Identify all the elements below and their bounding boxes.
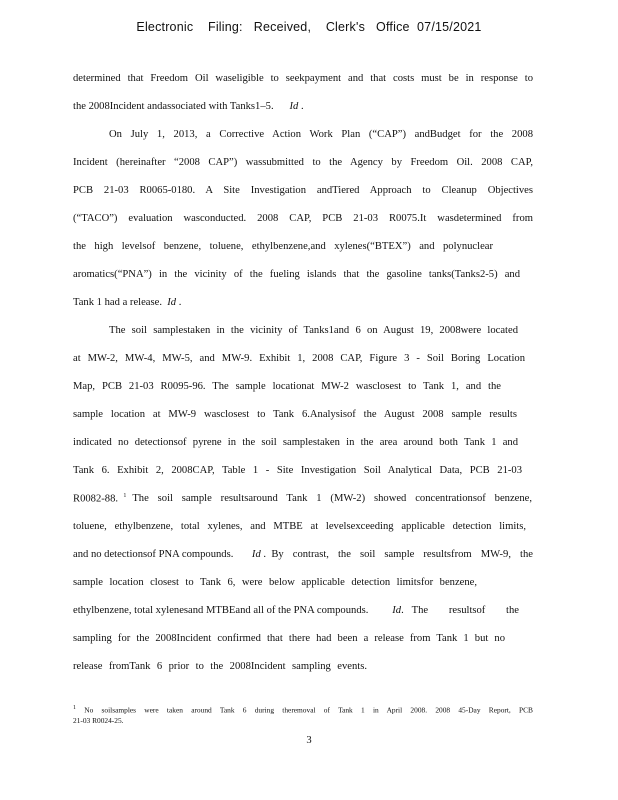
body-line: sample location closest to Tank 6, were below applicable detection limitsfor benzene, [73, 577, 477, 588]
body-line: the high levelsof benzene, toluene, ethylbenzene,and xylenes(“BTEX”) and polynuclear [73, 241, 493, 252]
body-line: determined that Freedom Oil waseligible to seekpayment and that costs must be in response to [73, 73, 533, 84]
body-line: R0082-88. $^1$ The soil sample resultsaround Tank 1 (MW-2) showed concentrationsof benzene, [73, 493, 532, 505]
body-line: at MW-2, MW-4, MW-5, and MW-9. Exhibit 1, 2008 CAP, Figure 3 - Soil Boring Location [73, 353, 525, 364]
body-line: The soil samplestaken in the vicinity of Tanks1and 6 on August 19, 2008were located [109, 325, 518, 336]
citation-id: Id [289, 101, 299, 112]
body-line: ethylbenzene, total xylenesand MTBEand all of the PNA compounds. Id. The resultsof the [73, 605, 519, 616]
body-line: aromatics(“PNA”) in the vicinity of the fueling islands that the gasoline tanks(Tanks2-5) and [73, 269, 520, 280]
body-line: sample location at MW-9 wasclosest to Tank 6.Analysisof the August 2008 sample results [73, 409, 517, 420]
body-line: Incident (hereinafter “2008 CAP”) wassubmitted to the Agency by Freedom Oil. 2008 CAP, [73, 157, 533, 168]
body-line: indicated no detectionsof pyrene in the soil samplestaken in the area around both Tank 1 and [73, 437, 518, 448]
citation-id: Id [167, 297, 177, 308]
page-number: 3 [306, 735, 312, 746]
footnote-line: $^1$ No soilsamples were taken around Tank 6 during theremoval of Tank 1 in April 2008. 2008 45-Day Report, PCB [73, 705, 533, 715]
body-line: (“TACO”) evaluation wasconducted. 2008 CAP, PCB 21-03 R0075.It wasdetermined from [73, 213, 533, 224]
body-line: Tank 1 had a release. Id . [73, 297, 182, 308]
body-line: Tank 6. Exhibit 2, 2008CAP, Table 1 - Site Investigation Soil Analytical Data, PCB 21-03 [73, 465, 522, 476]
footnote-line: 21-03 R0024-25. [73, 716, 124, 725]
filing-header: Electronic Filing: Received, Clerk's Office 07/15/2021 [136, 20, 482, 34]
body-line: the 2008Incident andassociated with Tanks1–5. Id . [73, 101, 304, 112]
body-line: release fromTank 6 prior to the 2008Incident sampling events. [73, 661, 367, 672]
footnote-ref: 1 [123, 493, 127, 499]
body-line: and no detectionsof PNA compounds. Id . By contrast, the soil sample resultsfrom MW-9, the [73, 549, 533, 560]
citation-id: Id [251, 549, 261, 560]
body-line: sampling for the 2008Incident confirmed that there had been a release from Tank 1 but no [73, 633, 505, 644]
body-line: Map, PCB 21-03 R0095-96. The sample locationat MW-2 wasclosest to Tank 1, and the [73, 381, 501, 392]
body-line: toluene, ethylbenzene, total xylenes, and MTBE at levelsexceeding applicable detection limits, [73, 521, 526, 532]
body-line: On July 1, 2013, a Corrective Action Work Plan (“CAP”) andBudget for the 2008 [109, 129, 533, 140]
body-line: PCB 21-03 R0065-0180. A Site Investigation andTiered Approach to Cleanup Objectives [73, 185, 533, 196]
citation-id: Id [392, 605, 402, 616]
